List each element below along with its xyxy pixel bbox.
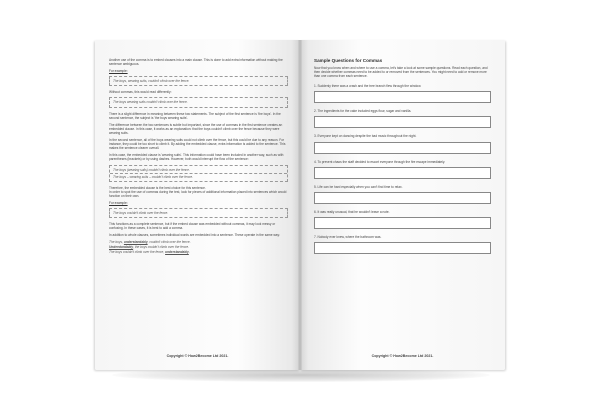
answer-box[interactable]: [314, 142, 491, 154]
question-text: 6. It was really unusual, that he wouldn't leave a note.: [314, 209, 390, 214]
answer-box[interactable]: [314, 91, 491, 103]
page-footer: Copyright © How2Become Ltd 2021.: [166, 354, 229, 358]
question-1: [314, 84, 491, 103]
paragraph: The difference between the two sentences is subtle but important, since the use of commas in the first sentence creates an embedded clause. In this case, it works as an explanation: that the boys couldn't climb over the fence because they were wearing suits.: [109, 122, 283, 135]
question-3: [314, 134, 491, 153]
right-page: [300, 40, 505, 370]
book-shadow: [112, 368, 490, 382]
question-text: 7. Nobody ever knew, where the bathroom was.: [314, 234, 382, 239]
paragraph: In this case, the embedded clause is 'wearing suits'. This information could have been included in another way, such as with parentheses (brackets) or by using dashes. However, both would interrupt the flow of the sentence:: [109, 153, 284, 162]
question-6: [314, 210, 491, 229]
example-box: [109, 208, 288, 218]
example-sentence: The boys wearing suits couldn't climb over the fence.: [113, 100, 188, 105]
open-book: [95, 40, 505, 370]
page-footer: Copyright © How2Become Ltd 2021.: [371, 354, 434, 358]
divider: [110, 173, 287, 174]
intro-paragraph: Another use of the comma is to embed clauses into a main clause. This is done to add extra information without making the sentence ambiguous.: [109, 58, 283, 67]
paragraph: In addition to whole clauses, sometimes individual words are embedded into a sentence. These operate in the same way:: [109, 233, 280, 238]
right-page-content: [314, 58, 491, 254]
section-title: Sample Questions for Commas: [314, 58, 383, 63]
answer-box[interactable]: [314, 116, 491, 128]
answer-box[interactable]: [314, 242, 491, 254]
word-examples: [109, 240, 288, 253]
paragraph: Therefore, the embedded clause is the best choice for this sentence.: [109, 185, 206, 190]
example-sentence: The boys couldn't climb over the fence.: [113, 211, 169, 216]
answer-box[interactable]: [314, 192, 491, 204]
example-sentence: The boys (wearing suits) couldn't climb over the fence.: [113, 167, 190, 172]
question-text: 5. Life can be hard especially when you can't find time to relax.: [314, 184, 403, 189]
example-box: [109, 165, 288, 182]
example-sentence: Understandably, the boys couldn't climb over the fence.: [109, 245, 189, 250]
example-sentence: The boys couldn't climb over the fence, understandably.: [109, 249, 190, 254]
answer-box[interactable]: [314, 167, 491, 179]
paragraph: This functions as a complete sentence, but if the embed clause was embedded without commas, it may look messy or confusing. In these cases, it is best to add a comma.: [109, 222, 276, 231]
paragraph: In the second sentence, all of the boys wearing suits could not climb over the fence, but this could be due to any reason. For instance, they could be too short to climb it. By adding the embedded clause, extra information is added to the sentence. This makes the sentence clearer overall.: [109, 138, 286, 151]
example-box: [109, 76, 288, 86]
question-2: [314, 109, 491, 128]
question-7: [314, 235, 491, 254]
question-text: 4. To prevent chaos the staff decided to escort everyone through the fire escape immediately.: [314, 159, 446, 164]
paragraph: Without commas, this would read differently:: [109, 90, 172, 95]
left-page: [95, 40, 300, 370]
left-page-content: [109, 58, 288, 258]
question-text: 1. Suddenly there was a crash and the tree branch flew through the window.: [314, 84, 422, 89]
example-label: For example:: [109, 200, 128, 205]
example-sentence: The boys, wearing suits, couldn't climb over the fence.: [113, 79, 190, 84]
question-text: 2. The ingredients for the cake included eggs flour, sugar and vanilla.: [314, 109, 412, 114]
example-sentence: The boys, understandably, couldn't climb over the fence.: [109, 240, 191, 245]
book-spine: [298, 40, 302, 370]
intro-paragraph: Now that you know when and where to use a comma, let's take a look at some sample questions. Read each question, and then decide whether commas need to be added to or removed from the sentences. You might need to add or remove more than one comma from each sentence.: [314, 66, 488, 79]
example-label: For example:: [109, 69, 128, 74]
paragraph: There is a slight difference in meaning between these two statements. The subject of the first sentence is 'the boys'. In the second sentence, the subject is 'the boys wearing suits'.: [109, 111, 281, 120]
answer-box[interactable]: [314, 217, 491, 229]
example-sentence: The boys – wearing suits – couldn't climb over the fence.: [113, 174, 193, 179]
question-5: [314, 185, 491, 204]
question-4: [314, 160, 491, 179]
example-box: [109, 97, 288, 107]
question-text: 3. Everyone kept on dancing despite the bad music throughout the night.: [314, 134, 417, 139]
paragraph: In order to spot the use of commas during the test, look for pieces of additional information placed into sentences which would function on their own.: [109, 189, 287, 198]
